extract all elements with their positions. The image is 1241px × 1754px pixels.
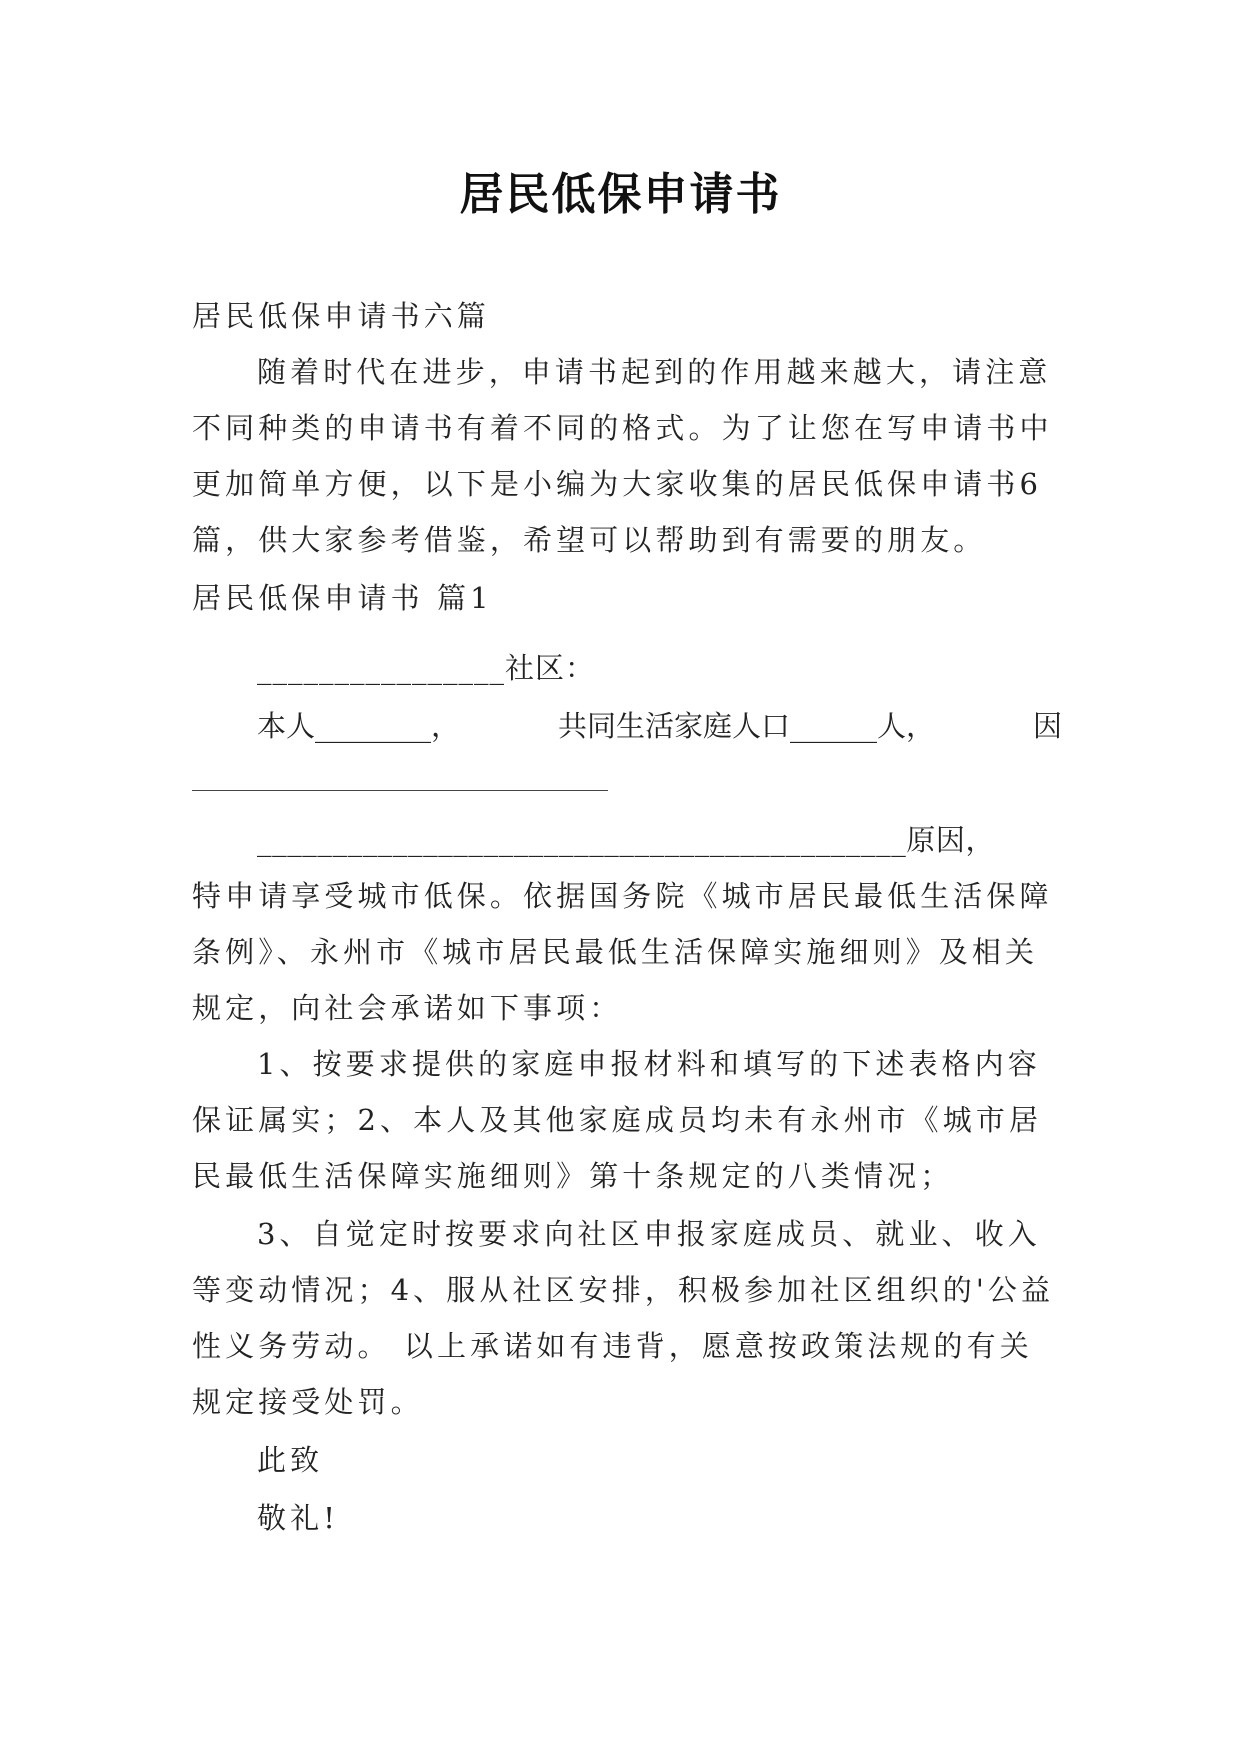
- closing-ci-zhi: 此致: [257, 1443, 324, 1477]
- promise-2-line-3: 性义务劳动。 以上承诺如有违背，愿意按政策法规的有关: [192, 1329, 1033, 1363]
- promise-2-line-2: 等变动情况；4、服从社区安排，积极参加社区组织的'公益: [192, 1273, 1055, 1307]
- document-title: 居民低保申请书: [459, 169, 782, 220]
- reason-prefix: 因: [1032, 709, 1062, 743]
- applicant-name-blank: 本人________，: [257, 709, 461, 743]
- intro-line-2: 不同种类的申请书有着不同的格式。为了让您在写申请书中: [192, 411, 1053, 445]
- promise-2-line-1: 3、自觉定时按要求向社区申报家庭成员、就业、收入: [257, 1217, 1041, 1251]
- promise-1-line-1: 1、按要求提供的家庭申报材料和填写的下述表格内容: [257, 1047, 1041, 1081]
- intro-line-3: 更加简单方便，以下是小编为大家收集的居民低保申请书6: [192, 467, 1043, 501]
- intro-line-4: 篇，供大家参考借鉴，希望可以帮助到有需要的朋友。: [192, 523, 987, 557]
- applicant-line: [257, 706, 1062, 746]
- household-size-blank: 共同生活家庭人口______人，: [557, 709, 935, 743]
- promise-1-line-3: 民最低生活保障实施细则》第十条规定的八类情况；: [192, 1159, 954, 1193]
- reason-blank-line: ___________________________________________原因，: [257, 823, 996, 857]
- body-line-3: 规定，向社会承诺如下事项：: [192, 991, 623, 1025]
- salutation: ________________社区：: [257, 651, 596, 685]
- promise-2-line-4: 规定接受处罚。: [192, 1385, 424, 1419]
- promise-1-line-2: 保证属实；2、本人及其他家庭成员均未有永州市《城市居: [192, 1103, 1043, 1137]
- blank-underline: [192, 790, 608, 791]
- intro-line-1: 随着时代在进步，申请书起到的作用越来越大，请注意: [257, 355, 1052, 389]
- section-heading: 居民低保申请书 篇1: [192, 581, 493, 615]
- subtitle: 居民低保申请书六篇: [192, 299, 490, 333]
- closing-jing-li: 敬礼!: [257, 1501, 339, 1535]
- body-line-1: 特申请享受城市低保。依据国务院《城市居民最低生活保障: [192, 879, 1053, 913]
- body-line-2: 条例》、永州市《城市居民最低生活保障实施细则》及相关: [192, 935, 1039, 969]
